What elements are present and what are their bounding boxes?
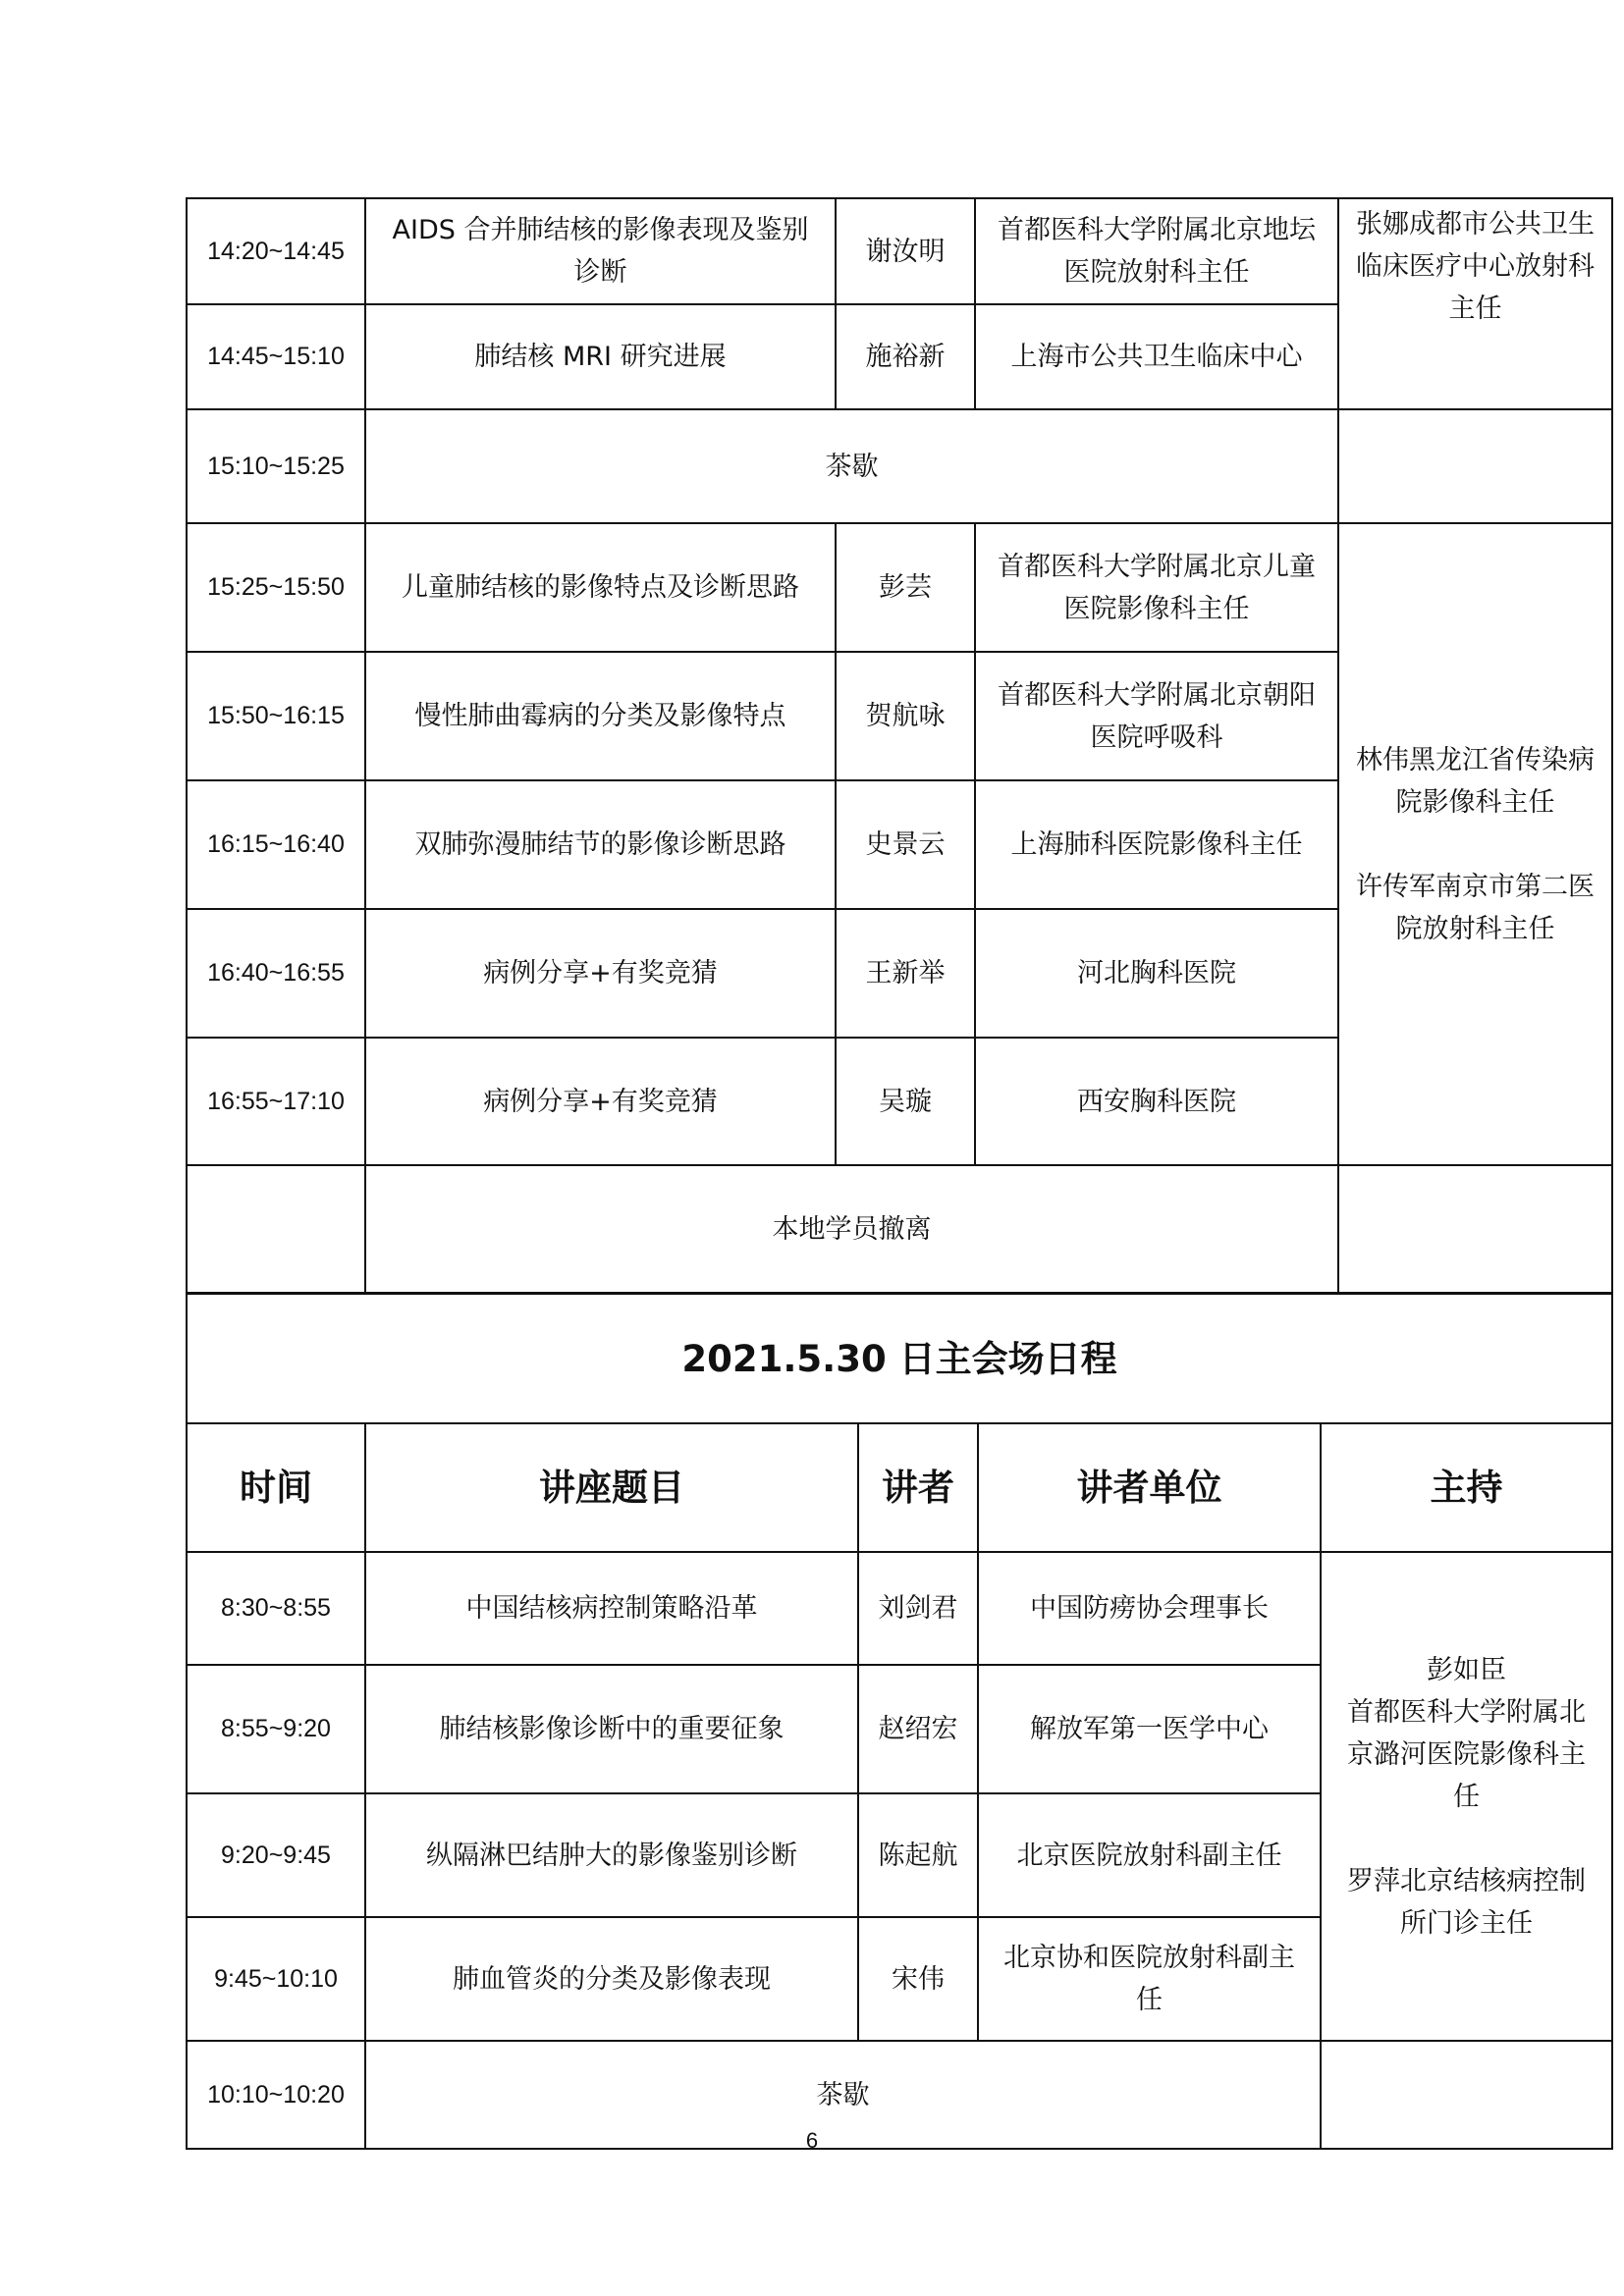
speaker-cell: 吴璇 bbox=[836, 1038, 975, 1165]
empty-host-cell bbox=[1338, 1165, 1612, 1293]
header-time: 时间 bbox=[187, 1423, 365, 1552]
unit-cell: 首都医科大学附属北京地坛医院放射科主任 bbox=[975, 198, 1338, 304]
host-cell: 张娜成都市公共卫生临床医疗中心放射科主任 bbox=[1338, 198, 1612, 409]
table-row bbox=[187, 1552, 1612, 1665]
time-cell: 14:45~15:10 bbox=[187, 304, 365, 409]
table-header-row bbox=[187, 1423, 1612, 1552]
time-cell: 16:55~17:10 bbox=[187, 1038, 365, 1165]
schedule-title: 2021.5.30 日主会场日程 bbox=[187, 1294, 1612, 1423]
speaker-cell: 史景云 bbox=[836, 780, 975, 909]
unit-cell: 北京协和医院放射科副主任 bbox=[978, 1917, 1321, 2041]
time-cell: 15:50~16:15 bbox=[187, 652, 365, 780]
unit-cell: 解放军第一医学中心 bbox=[978, 1665, 1321, 1793]
speaker-cell: 贺航咏 bbox=[836, 652, 975, 780]
header-host: 主持 bbox=[1321, 1423, 1612, 1552]
topic-cell: 中国结核病控制策略沿革 bbox=[365, 1552, 858, 1665]
unit-cell: 西安胸科医院 bbox=[975, 1038, 1338, 1165]
table-row bbox=[187, 523, 1612, 652]
unit-cell: 河北胸科医院 bbox=[975, 909, 1338, 1038]
header-topic: 讲座题目 bbox=[365, 1423, 858, 1552]
table-row bbox=[187, 198, 1612, 304]
table-row bbox=[187, 1165, 1612, 1293]
header-speaker: 讲者 bbox=[858, 1423, 978, 1552]
speaker-cell: 赵绍宏 bbox=[858, 1665, 978, 1793]
unit-cell: 北京医院放射科副主任 bbox=[978, 1793, 1321, 1917]
time-cell: 9:45~10:10 bbox=[187, 1917, 365, 2041]
topic-cell: 纵隔淋巴结肿大的影像鉴别诊断 bbox=[365, 1793, 858, 1917]
host-cell: 林伟黑龙江省传染病院影像科主任 许传军南京市第二医院放射科主任 bbox=[1338, 523, 1612, 1165]
time-cell: 16:40~16:55 bbox=[187, 909, 365, 1038]
speaker-cell: 谢汝明 bbox=[836, 198, 975, 304]
time-cell: 8:55~9:20 bbox=[187, 1665, 365, 1793]
time-cell: 14:20~14:45 bbox=[187, 198, 365, 304]
speaker-cell: 刘剑君 bbox=[858, 1552, 978, 1665]
time-cell: 15:10~15:25 bbox=[187, 409, 365, 523]
speaker-cell: 王新举 bbox=[836, 909, 975, 1038]
topic-cell: AIDS 合并肺结核的影像表现及鉴别诊断 bbox=[365, 198, 836, 304]
topic-cell: 病例分享+有奖竞猜 bbox=[365, 1038, 836, 1165]
topic-cell: 病例分享+有奖竞猜 bbox=[365, 909, 836, 1038]
speaker-cell: 施裕新 bbox=[836, 304, 975, 409]
unit-cell: 中国防痨协会理事长 bbox=[978, 1552, 1321, 1665]
table-title-row bbox=[187, 1294, 1612, 1423]
leave-cell: 本地学员撤离 bbox=[365, 1165, 1338, 1293]
unit-cell: 首都医科大学附属北京朝阳医院呼吸科 bbox=[975, 652, 1338, 780]
page-number: 6 bbox=[805, 2128, 819, 2153]
time-cell: 9:20~9:45 bbox=[187, 1793, 365, 1917]
schedule-table-afternoon bbox=[186, 197, 1613, 1294]
empty-time-cell bbox=[187, 1165, 365, 1293]
time-cell: 16:15~16:40 bbox=[187, 780, 365, 909]
topic-cell: 肺血管炎的分类及影像表现 bbox=[365, 1917, 858, 2041]
unit-cell: 首都医科大学附属北京儿童医院影像科主任 bbox=[975, 523, 1338, 652]
header-unit: 讲者单位 bbox=[978, 1423, 1321, 1552]
time-cell: 10:10~10:20 bbox=[187, 2041, 365, 2149]
topic-cell: 慢性肺曲霉病的分类及影像特点 bbox=[365, 652, 836, 780]
empty-host-cell bbox=[1338, 409, 1612, 523]
time-cell: 8:30~8:55 bbox=[187, 1552, 365, 1665]
speaker-cell: 宋伟 bbox=[858, 1917, 978, 2041]
unit-cell: 上海肺科医院影像科主任 bbox=[975, 780, 1338, 909]
topic-cell: 儿童肺结核的影像特点及诊断思路 bbox=[365, 523, 836, 652]
schedule-table-main-venue bbox=[186, 1293, 1613, 2150]
topic-cell: 肺结核 MRI 研究进展 bbox=[365, 304, 836, 409]
topic-cell: 双肺弥漫肺结节的影像诊断思路 bbox=[365, 780, 836, 909]
speaker-cell: 陈起航 bbox=[858, 1793, 978, 1917]
break-cell: 茶歇 bbox=[365, 409, 1338, 523]
topic-cell: 肺结核影像诊断中的重要征象 bbox=[365, 1665, 858, 1793]
table-row bbox=[187, 409, 1612, 523]
host-cell: 彭如臣 首都医科大学附属北京潞河医院影像科主任 罗萍北京结核病控制所门诊主任 bbox=[1321, 1552, 1612, 2041]
speaker-cell: 彭芸 bbox=[836, 523, 975, 652]
break-cell: 茶歇 bbox=[365, 2041, 1321, 2149]
time-cell: 15:25~15:50 bbox=[187, 523, 365, 652]
unit-cell: 上海市公共卫生临床中心 bbox=[975, 304, 1338, 409]
